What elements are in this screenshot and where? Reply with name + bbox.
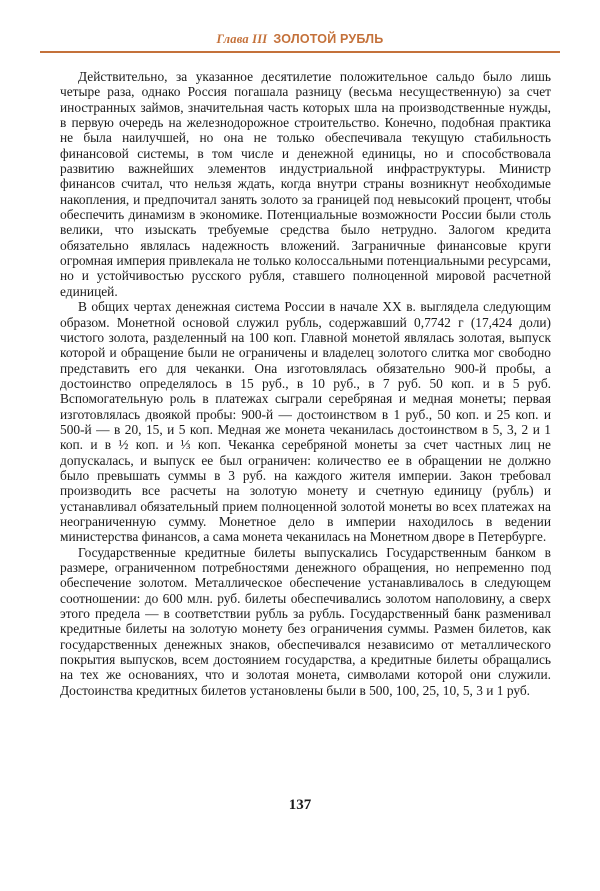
chapter-title: ЗОЛОТОЙ РУБЛЬ — [273, 32, 384, 46]
chapter-label: Глава III — [216, 32, 268, 46]
running-header — [40, 30, 560, 52]
body-text — [60, 69, 551, 698]
page-number: 137 — [288, 797, 312, 813]
paragraph: Государственные кредитные билеты выпускались Государственным банком в размере, ограниченном потребностями денежного обращения, но непременно под обеспечение золотом. Металлическое обеспечение устанавливалось в следующем соотношении: до 600 млн. руб. билеты обеспечивались золотом наполовину, а сверх этого предела — в соответствии рубль за рубль. Государственный банк разменивал кредитные билеты на золотую монету без ограничения суммы. Размен билетов, как государственных денежных знаков, обеспечивался независимо от металлического покрытия выпусков, всем достоянием государства, а кредитные билеты обращались на тех же основаниях, что и золотая монета, символами которой они служили. Достоинства кредитных билетов установлены были в 500, 100, 25, 10, 5, 3 и 1 руб. — [60, 544, 551, 698]
paragraph: В общих чертах денежная система России в начале XX в. выглядела следующим образом. Монетной основой служил рубль, содержавший 0,7742 г (17,424 доли) чистого золота, разделенный на 100 коп. Главной монетой являлась золотая, выпуск которой и обращение были не ограничены и владелец золотого слитка мог свободно представить его для чеканки. Она изготовлялась обязательно 900-й пробы, а достоинство определялось в 15 руб., в 10 руб., в 7 руб. 50 коп. и в 5 руб. Вспомогательную роль в платежах сыграли серебряная и медная монеты; первая изготовлялась двоякой пробы: 900-й — достоинством в 1 руб., 50 коп. и 25 коп. и 500-й — в 20, 15, и 5 коп. Медная же монета чеканилась достоинством в 5, 3, 2 и 1 коп. и в ½ коп. и ⅓ коп. Чеканка серебряной монеты за счет частных лиц не допускалась, и выпуск ее был ограничен: количество ее в обращении не должно было превышать суммы в 3 руб. на каждого жителя империи. Закон требовал производить все расчеты на золотую монету и счетную единицу (рубль) и устанавливал обязательный прием полноценной золотой монеты во всех платежах на неограниченную сумму. Монетное дело в империи находилось в ведении министерства финансов, а сама монета чеканилась на Монетном дворе в Петербурге. — [60, 299, 551, 545]
paragraph: Действительно, за указанное десятилетие положительное сальдо было лишь четыре раза, однако Россия погашала разницу (весьма несущественную) за счет иностранных займов, значительная часть которых шла на производственные нужды, в первую очередь на железнодорожное строительство. Конечно, подобная практика не была наилучшей, но она не только обеспечивала текущую стабильность финансовой системы, в том числе и денежной единицы, но и способствовала развитию важнейших элементов индустриальной инфраструктуры. Министр финансов считал, что нельзя ждать, когда внутри страны возникнут необходимые накопления, и предпочитал занять золото за границей под невысокий процент, чтобы обеспечить динамизм в экономике. Потенциальные возможности России были столь велики, что изыскать требуемые средства было нетрудно. Залогом кредита обязательно являлась надежность вложений. Заграничные финансовые круги огромная империя привлекала не только колоссальными потенциальными ресурсами, но и устойчивостью русского рубля, ставшего полноценной мировой расчетной единицей. — [60, 69, 551, 299]
header-text — [217, 32, 384, 47]
header-rule — [40, 51, 560, 53]
